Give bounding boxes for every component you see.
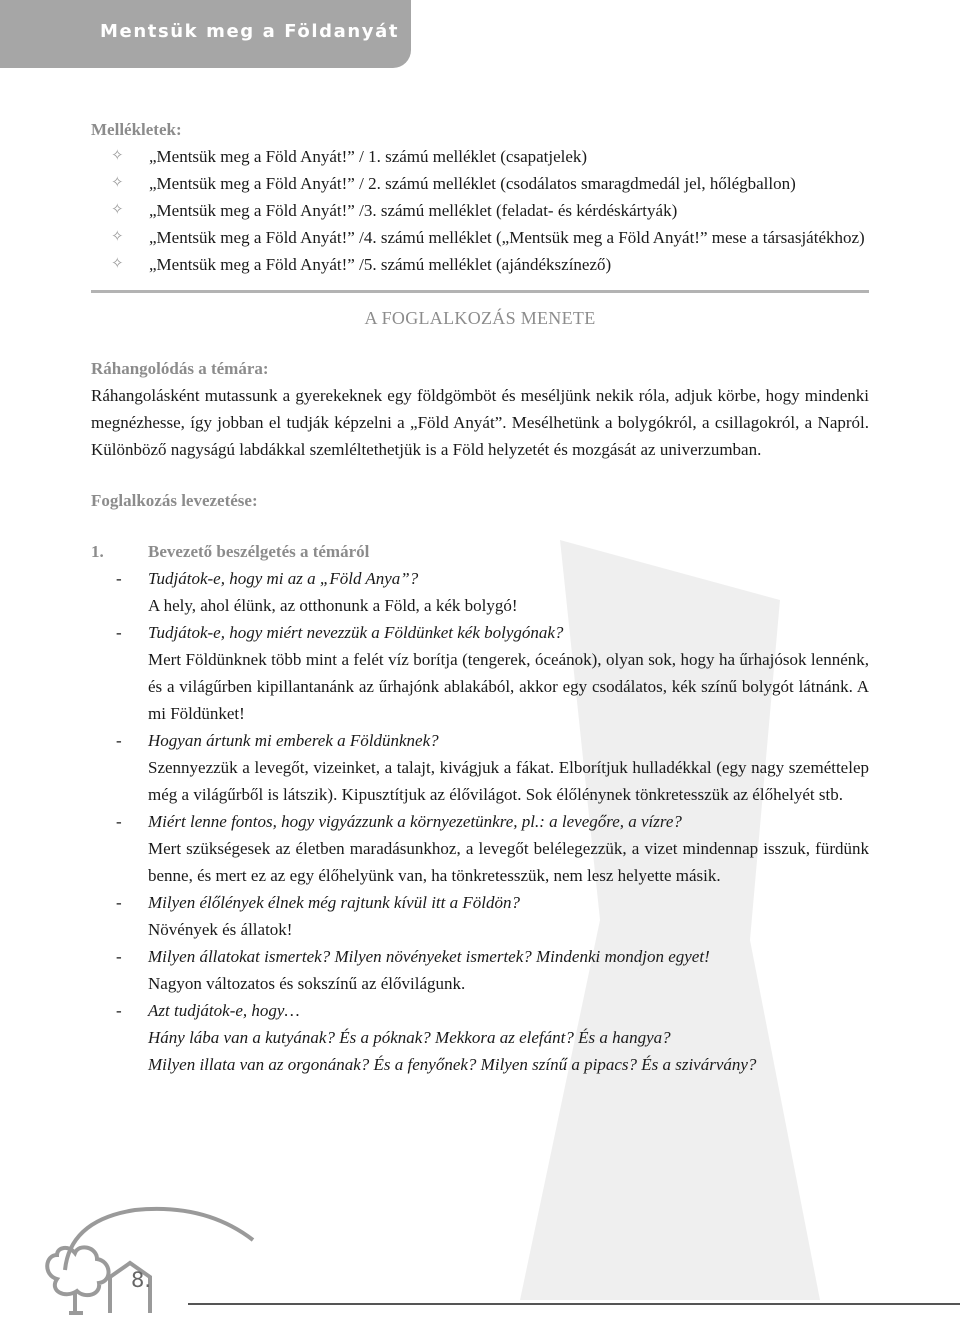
question: Miért lenne fontos, hogy vigyázzunk a környezetünkre, pl.: a levegőre, a vízre? [148, 812, 682, 831]
diamond-bullet-icon: ✧ [111, 175, 124, 191]
diamond-bullet-icon: ✧ [111, 148, 124, 164]
list-item: ✧ „Mentsük meg a Föld Anyát!” /4. számú melléklet („Mentsük meg a Föld Anyát!” mese a társasjátékhoz) [91, 224, 869, 251]
qa-item: - Milyen állatokat ismertek? Milyen növényeket ismertek? Mindenki mondjon egyet! Nagyon változatos és sokszínű az élővilágunk. [91, 943, 869, 997]
answer: Nagyon változatos és sokszínű az élővilágunk. [148, 974, 466, 993]
answer: Mert szükségesek az életben maradásunkhoz, a levegőt belélegezzük, a vizet mindennap isszuk, fürdünk benne, és mert ez az egy élőhelyünk van, ha tönkretesszük, nem lesz helyette másik. [148, 839, 869, 885]
qa-item: - Milyen élőlények élnek még rajtunk kívül itt a Földön? Növények és állatok! [91, 889, 869, 943]
intro-heading: Ráhangolódás a témára: [91, 359, 269, 378]
question: Milyen élőlények élnek még rajtunk kívül itt a Földön? [148, 893, 520, 912]
question: Azt tudjátok-e, hogy… [148, 1001, 300, 1020]
qa-item: - Hogyan ártunk mi emberek a Földünknek? Szennyezzük a levegőt, vizeinket, a talajt, kivágjuk a fákat. Elborítjuk hulladékkal (egy nagy szeméttelep még a világűrből is látszik). Kipusztítjuk az élővilágot. Sok élőlénynek tönkretesszük az élőhelyét stb. [91, 727, 869, 808]
diamond-bullet-icon: ✧ [111, 256, 124, 272]
step-number: 1. [91, 542, 104, 561]
question: Tudjátok-e, hogy mi az a „Föld Anya”? [148, 569, 419, 588]
step-title: Bevezető beszélgetés a témáról [148, 542, 370, 561]
diamond-bullet-icon: ✧ [111, 229, 124, 245]
question: Tudjátok-e, hogy miért nevezzük a Földünket kék bolygónak? [148, 623, 564, 642]
list-item: ✧ „Mentsük meg a Föld Anyát!” / 2. számú melléklet (csodálatos smaragdmedál jel, hőlégballon) [91, 170, 869, 197]
list-item: ✧ „Mentsük meg a Föld Anyát!” /5. számú melléklet (ajándékszínező) [91, 251, 869, 278]
answer: Mert Földünknek több mint a felét víz borítja (tengerek, óceánok), olyan sok, hogy ha űrhajósok lennénk, és a világűrben kipillantanánk az űrhajónk ablakából, akkor egy csodálatos, kék színű bolygót látnánk. A mi Földünket! [148, 650, 869, 723]
page-number: 8. [131, 1268, 152, 1292]
tree-house-logo-icon [35, 1195, 280, 1315]
answer: Milyen illata van az orgonának? És a fenyőnek? Milyen színű a pipacs? És a szivárvány? [148, 1055, 757, 1074]
question: Hogyan ártunk mi emberek a Földünknek? [148, 731, 439, 750]
list-item: ✧ „Mentsük meg a Föld Anyát!” /3. számú melléklet (feladat- és kérdéskártyák) [91, 197, 869, 224]
step-heading [91, 538, 869, 565]
diamond-bullet-icon: ✧ [111, 202, 124, 218]
question: Milyen állatokat ismertek? Milyen növényeket ismertek? Mindenki mondjon egyet! [148, 947, 710, 966]
answer: Hány lába van a kutyának? És a póknak? Mekkora az elefánt? És a hangya? [148, 1028, 671, 1047]
list-item: ✧ „Mentsük meg a Föld Anyát!” / 1. számú melléklet (csapatjelek) [91, 143, 869, 170]
qa-item: - Tudjátok-e, hogy miért nevezzük a Földünket kék bolygónak? Mert Földünknek több mint a felét víz borítja (tengerek, óceánok), olyan sok, hogy ha űrhajósok lennénk, és a világűrben kipillantanánk az űrhajónk ablakából, akkor egy csodálatos, kék színű bolygót látnánk. A mi Földünket! [91, 619, 869, 727]
answer: A hely, ahol élünk, az otthonunk a Föld, a kék bolygó! [148, 596, 518, 615]
qa-item: - Tudjátok-e, hogy mi az a „Föld Anya”? A hely, ahol élünk, az otthonunk a Föld, a kék bolygó! [91, 565, 869, 619]
qa-item: - Azt tudjátok-e, hogy… Hány lába van a kutyának? És a póknak? Mekkora az elefánt? És a hangya? Milyen illata van az orgonának? És a fenyőnek? Milyen színű a pipacs? És a szivárvány? [91, 997, 869, 1078]
answer: Növények és állatok! [148, 920, 293, 939]
main-content [91, 116, 869, 1078]
qa-item: - Miért lenne fontos, hogy vigyázzunk a környezetünkre, pl.: a levegőre, a vízre? Mert szükségesek az életben maradásunkhoz, a levegőt belélegezzük, a vizet mindennap isszuk, fürdünk benne, és mert ez az egy élőhelyünk van, ha tönkretesszük, nem lesz helyette másik. [91, 808, 869, 889]
answer: Szennyezzük a levegőt, vizeinket, a talajt, kivágjuk a fákat. Elborítjuk hulladékkal (egy nagy szeméttelep még a világűrből is látszik). Kipusztítjuk az élővilágot. Sok élőlénynek tönkretesszük az élőhelyét stb. [148, 758, 869, 804]
attachments-heading: Mellékletek: [91, 120, 182, 139]
section-title: A FOGLALKOZÁS MENETE [364, 308, 596, 328]
section-divider [91, 290, 869, 293]
page-header-title: Mentsük meg a Földanyát [100, 21, 400, 42]
intro-paragraph: Ráhangolásként mutassunk a gyerekeknek egy földgömböt és meséljünk nekik róla, adjuk körbe, hogy mindenki megnézhesse, így jobban el tudják képzelni a „Föld Anyát”. Mesélhetünk a bolygókról, a csillagokról, a Napról. Különböző nagyságú labdákkal szemléltethetjük is a Föld helyzetét és mozgását az univerzumban. [91, 386, 869, 459]
attachments-list [91, 143, 869, 278]
lesson-heading: Foglalkozás levezetése: [91, 491, 258, 510]
footer-divider [188, 1303, 960, 1305]
